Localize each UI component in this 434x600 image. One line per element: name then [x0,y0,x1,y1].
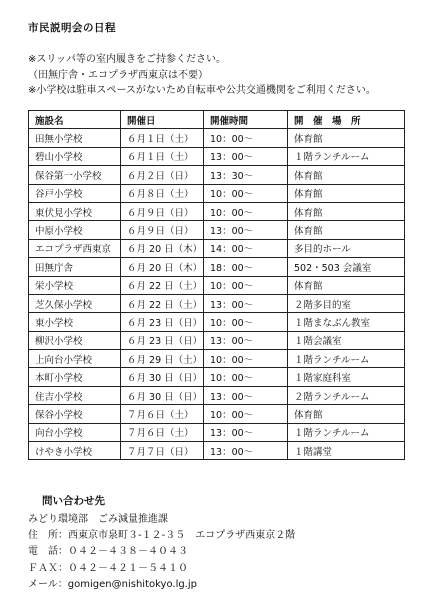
cell-facility: 田無庁舎 [29,258,121,276]
note-exception: （田無庁舎・エコプラザ西東京は不要） [28,69,208,81]
cell-facility: 碧山小学校 [29,147,121,165]
contact-email: メール：gomigen@nishitokyo.lg.jp [28,578,198,590]
cell-venue: 体育館 [288,405,405,423]
cell-date: ６月９日（日） [121,202,204,220]
cell-venue: 体育館 [288,129,405,147]
cell-facility: 栄小学校 [29,276,121,294]
cell-date: ６月 22 日（土） [121,276,204,294]
header-facility: 施設名 [29,111,121,129]
cell-facility: 中原小学校 [29,221,121,239]
cell-facility: 東伏見小学校 [29,202,121,220]
cell-facility: 保谷小学校 [29,405,121,423]
cell-venue: 体育館 [288,221,405,239]
table-row [29,294,405,312]
cell-facility: エコプラザ西東京 [29,239,121,257]
cell-time: 13：00～ [204,147,288,165]
page-title: 市民説明会の日程 [28,22,116,34]
table-row [29,129,405,147]
cell-facility: 谷戸小学校 [29,184,121,202]
cell-venue: １階会議室 [288,331,405,349]
cell-venue: 多目的ホール [288,239,405,257]
cell-facility: 柳沢小学校 [29,331,121,349]
cell-date: ６月 30 日（日） [121,386,204,404]
table-header-row [29,111,405,129]
cell-time: 18：00～ [204,258,288,276]
cell-date: ６月２日（日） [121,166,204,184]
table-row [29,405,405,423]
cell-time: 10：00～ [204,368,288,386]
cell-date: ６月８日（土） [121,184,204,202]
cell-time: 13：00～ [204,423,288,441]
cell-venue: 体育館 [288,184,405,202]
cell-date: ６月 20 日（木） [121,258,204,276]
cell-date: ６月 23 日（日） [121,313,204,331]
table-row [29,239,405,257]
cell-venue: 体育館 [288,276,405,294]
cell-date: ６月 30 日（日） [121,368,204,386]
cell-time: 10：00～ [204,276,288,294]
cell-date: ６月 22 日（土） [121,294,204,312]
table-row [29,276,405,294]
cell-time: 13：00～ [204,331,288,349]
cell-venue: 体育館 [288,166,405,184]
contact-phone: 電 話：０４２－４３８－４０４３ [28,546,188,558]
cell-venue: １階ランチルーム [288,147,405,165]
cell-date: ６月１日（土） [121,129,204,147]
header-venue: 開 催 場 所 [288,111,405,129]
cell-date: ６月１日（土） [121,147,204,165]
table-row [29,423,405,441]
cell-time: 10：00～ [204,202,288,220]
cell-date: ６月 29 日（土） [121,350,204,368]
cell-venue: １階講堂 [288,442,405,460]
notes [28,52,376,99]
cell-date: ７月６日（土） [121,423,204,441]
header-time: 開催時間 [204,111,288,129]
table-row [29,147,405,165]
cell-time: 13：00～ [204,221,288,239]
cell-time: 13：30～ [204,166,288,184]
cell-time: 13：00～ [204,442,288,460]
table-row [29,166,405,184]
note-parking: ※小学校は駐車スペースがないため自転車や公共交通機関をご利用ください。 [28,85,376,96]
cell-facility: 芝久保小学校 [29,294,121,312]
table-row [29,202,405,220]
cell-time: 10：00～ [204,129,288,147]
table-body [29,129,405,460]
contact-fax: ＦＡＸ：０４２－４２１－５４１０ [28,562,188,574]
cell-time: 10：00～ [204,405,288,423]
cell-facility: 本町小学校 [29,368,121,386]
cell-venue: １階ランチルーム [288,423,405,441]
cell-facility: 保谷第一小学校 [29,166,121,184]
cell-time: 13：00～ [204,294,288,312]
schedule-table [28,110,405,460]
cell-date: ６月９日（日） [121,221,204,239]
note-slippers: ※スリッパ等の室内履きをご持参ください。 [28,54,226,65]
table-row [29,331,405,349]
table-row [29,184,405,202]
cell-venue: １階家庭科室 [288,368,405,386]
cell-venue: 体育館 [288,202,405,220]
cell-time: 10：00～ [204,313,288,331]
cell-venue: ２階多目的室 [288,294,405,312]
cell-facility: 向台小学校 [29,423,121,441]
cell-time: 10：00～ [204,184,288,202]
cell-facility: 住吉小学校 [29,386,121,404]
table-row [29,442,405,460]
cell-time: 13：00～ [204,386,288,404]
contact-address: 住 所：西東京市泉町３-１２-３５ エコプラザ西東京２階 [28,530,296,542]
cell-facility: けやき小学校 [29,442,121,460]
table-row [29,258,405,276]
cell-venue: 502・503 会議室 [288,258,405,276]
table-row [29,386,405,404]
contact-dept: みどり環境部 ごみ減量推進課 [28,514,168,525]
cell-venue: １階ランチルーム [288,350,405,368]
table-row [29,313,405,331]
table-row [29,221,405,239]
cell-date: ７月６日（土） [121,405,204,423]
contact-heading: 問い合わせ先 [42,495,105,507]
cell-facility: 上向台小学校 [29,350,121,368]
cell-facility: 田無小学校 [29,129,121,147]
cell-time: 14：00～ [204,239,288,257]
cell-time: 10：00～ [204,350,288,368]
cell-venue: １階まなぶん教室 [288,313,405,331]
contact-block [28,512,295,593]
cell-facility: 東小学校 [29,313,121,331]
table-row [29,350,405,368]
table-row [29,368,405,386]
cell-venue: ２階ランチルーム [288,386,405,404]
cell-date: ６月 23 日（日） [121,331,204,349]
header-date: 開催日 [121,111,204,129]
cell-date: ７月７日（日） [121,442,204,460]
cell-date: ６月 20 日（木） [121,239,204,257]
